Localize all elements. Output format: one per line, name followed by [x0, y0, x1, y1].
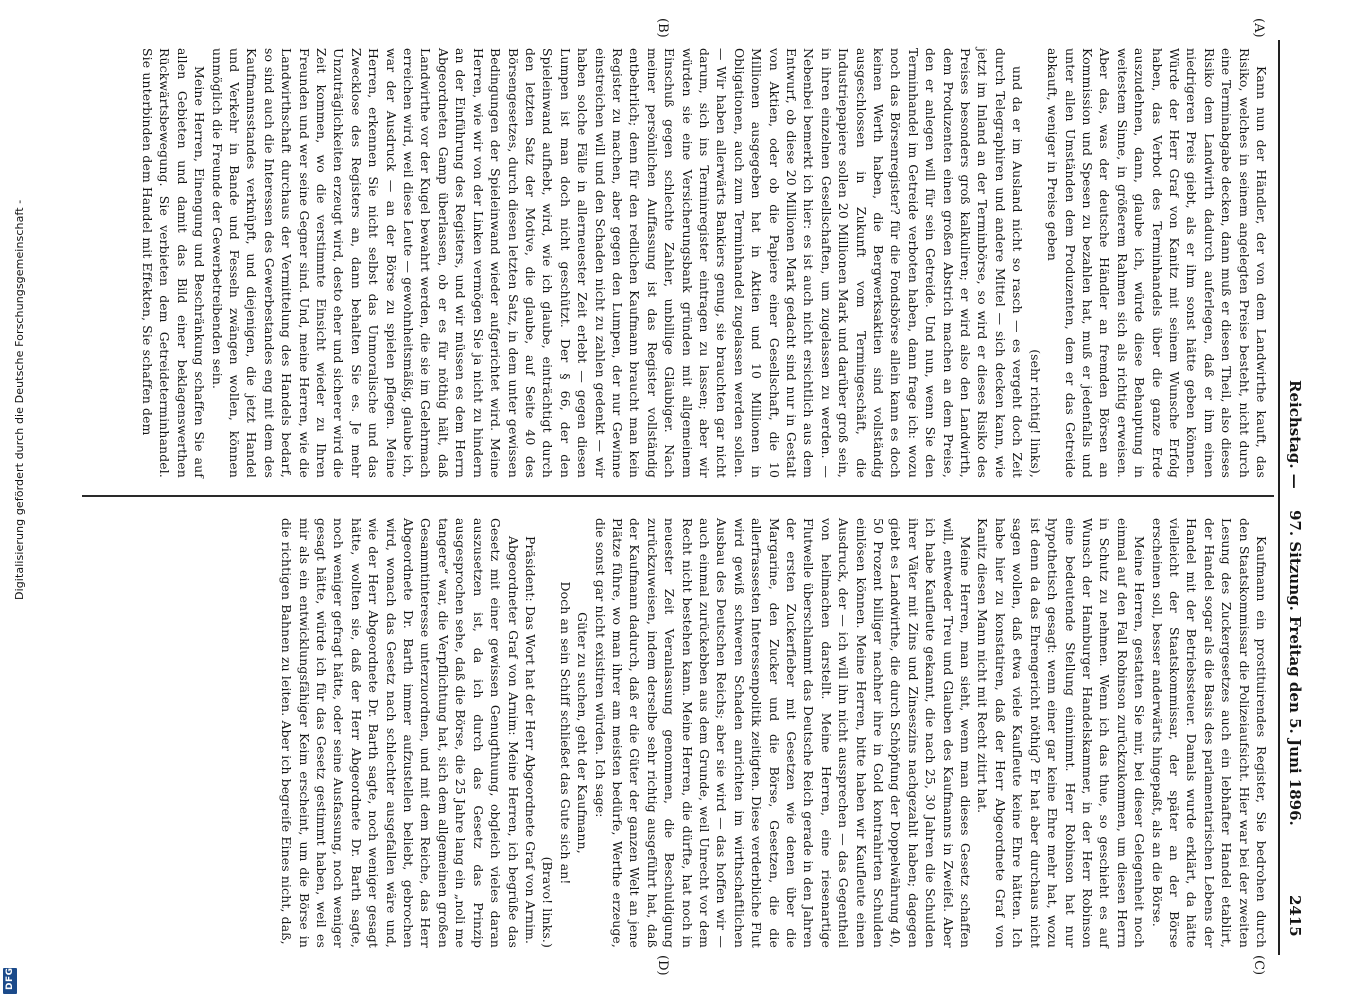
paragraph: Meine Herren, man sieht, wenn man dieses Gesetz schaffen will, entweder Treu und Glauben des Kaufmanns in Zweifel. Aber ich habe Kaufleute gekannt, die nach 25, 30 Jahren die Schulden ihrer Väter mit Zins und Zinseszins nachgezahlt haben; dagegen giebt es Landwirthe, die durch Schöpfung der Doppelwährung 40, 50 Prozent billiger nachher ihre in Gold kontrahirten Schulden einlösen können. Meine Herren, bitte haben wir Kaufleute einen Ausdruck, der — ich will ihn nicht aussprechen — das Gegentheil von heilmachen darstellt. Meine Herren, eine riesenartige Flutwelle überschlammt das Deutsche Reich gerade in den Jahren der ersten Zuckerfieber mit Gesetzen wie denen über die Margarine, den Zucker und die Börse, Gesetzen, die die allerfrassesten Interessenpolitik zeitigten. Diese verderbliche Flut wird gewiß schweren Schaden anrichten im wirthschaftlichen Ausbau des Deutschen Reichs; aber sie wird — das hoffen wir — auch einmal zurückebben aus dem Grunde, weil Unrecht vor dem Recht nicht bestehen kann. Meine Herren, die dürfte, hat noch in neuester Zeit Veranlassung genommen, die Beschuldigung zurückzuweisen, indem derselbe sehr richtig ausgeführt hat, daß der Kaufmann dadurch, daß er die Güter der ganzen Welt an jene Plätze führe, wo man ihrer am meisten bedürfe, Werthe erzeuge, die sonst gar nicht existiren würden. Ich sage: [592, 518, 974, 948]
paragraph: Meine Herren, gestatten Sie mir, bei dieser Gelegenheit noch einmal auf den Fall Robinson zurückzukommen, um diesen Herrn in Schutz zu nehmen. Wenn ich das thue, so geschieht es auf Wunsch der Hamburger Handelskammer, in der Herr Robinson eine bedeutende Stellung einnimmt. Herr Robinson hat nur hypothetisch gesagt: wenn einer gar keine Ehre mehr hat, wozu ist denn da das Ehrengericht nöthig? Er hat aber durchaus nicht sagen wollen, daß etwa viele Kaufleute keine Ehre hätten. Ich habe hier zu konstatiren, daß der Herr Abgeordnete Graf von Kanitz diesen Mann nicht mit Recht zitirt hat. [975, 518, 1148, 948]
header-title: 97. Sitzung. Freitag den 5. Juni 1896. [1286, 510, 1304, 826]
left-column [139, 48, 1270, 478]
column-divider [82, 495, 1274, 497]
paragraph: Kann nun der Händler, der von dem Landwirthe kauft, das Risiko, welches in seinem angelegten Preise besteht, nicht durch eine Terminabgabe decken, dann muß er diesen Theil, also dieses Risiko dem Landwirth dadurch auferlegen, daß er ihm einen niedrigeren Preis giebt, als er ihm sonst hätte geben können. Würde der Herr Graf von Kanitz mit seinem Wunsche Erfolg haben, das Verbot des Terminhandels über die ganze Erde auszudehnen, dann, glaube ich, würde diese Behauptung in weitestem Sinne, in größerem Rahmen sich als richtig erweisen. Aber das, was der deutsche Händler an fremden Börsen an Kommission und Spesen zu bezahlen hat, muß er jedenfalls und unter allen Umständen dem Produzenten, dem er das Getreide abkauft, weniger in Preise geben [1045, 48, 1269, 478]
speaker-paragraph: Präsident: Das Wort hat der Herr Abgeordnete Graf von Arnim. [522, 536, 538, 945]
interjection: (Bravo! links.) [540, 856, 556, 948]
right-column [278, 518, 1270, 948]
page-number: 2415 [1286, 895, 1304, 937]
verse-quote: Güter zu suchen, geht der Kaufmann, Doch an sein Schiff schließet das Gute sich an! [557, 581, 591, 885]
margin-marker-d: (D) [655, 955, 670, 976]
paragraph: Meine Herren, Einengung und Beschränkung schaffen Sie auf allen Gebieten und damit das Bild einer beklagenswerthen Rückwärtsbewegung. Sie verbieten dem Getreideterminhandel. Sie unterbinden dem Handel mit Effekten, Sie schaffen dem [140, 48, 208, 478]
digitization-note: Digitalisierung gefördert durch die Deutsche Forschungsgemeinschaft - [13, 199, 26, 600]
speaker-paragraph: Abgeordneter Graf von Arnim: Meine Herren, ich begrüße das Gesetz mit einer gewissen Genugthuung, obgleich vieles daran auszusetzen ist, da ich durch das Gesetz das Prinzip ausgesprochen sehe, daß die Börse, die 25 Jahre lang ein „noli me tangere“ war, die Verpflichtung hat, sich dem allgemeinen großen Gesammtinteresse unterzuordnen, und mit dem Reiche, das Herr Abgeordnete Dr. Barth immer aufzustellen beliebt, gebrochen wird, wonach das Gesetz nach schlechter ausgefallen wäre und, wie der Herr Abgeordnete Dr. Barth sagte, noch weniger gesagt hätte, wollten sie, daß der Herr Abgeordnete Dr. Barth sagte, noch weniger gefragt hätte, oder seine Ausfassung, noch weniger gesagt hätte, würde ich für das Gesetz gestimmt haben, weil es mir als ein entwicklungsfähiger Keim erscheint, um die Börse in die richtigen Bahnen zu leiten. Aber ich begreife Eines nicht, daß, [279, 518, 521, 948]
dfg-logo-text: DFG [5, 967, 15, 990]
page-header [1280, 40, 1310, 955]
margin-marker-c: (C) [1251, 955, 1266, 976]
header-left: Reichstag. — [1286, 380, 1304, 489]
paragraph: Kaufmann ein prostituirendes Register, Sie bedrohen durch den Staatskommissar die Polizeiaufsicht. Hier war bei der zweiten Lesung des Zuckergesetzes auch ein lebhafter Handel etablirt, der Handel sogar als die Basis des parlamentarischen Lebens der Handel mit der Betriebssteuer. Damals wurde erklärt, da hätte vielleicht der Staatskommissar, der später an der Börse erscheinen soll, besser anderwärts hingepaßt, als an die Börse. [1149, 518, 1269, 948]
interjection: (sehr richtig! links), [1027, 349, 1043, 478]
paragraph: und da er im Ausland nicht so rasch — es vergeht doch Zeit durch Telegraphiren und andere Mittel — sich decken kann, wie jetzt im Inland an der Terminbörse, so wird er dieses Risiko des Preises besonders groß kalkuliren; er wird also den Landwirth, dem Produzenten einen großen Abstrich machen an dem Preise, den er anlegen will für sein Getreide. Und nun, wenn Sie den Terminhandel im Getreide verboten haben, dann frage ich: wozu noch das Börsenregister? für die Fondsbörse allein kann es doch keinen Werth haben, die Bergwerksaktien sind vollständig ausgeschlossen in Zukunft vom Termingeschäft, die Industriepapiere sollen 20 Millionen Mark und darüber groß sein, in ihren einzelnen Gesellschaften, um zugelassen zu werden. — Nebenbei bemerkt ich hier: es ist auch nicht ersichtlich aus dem Entwurf, ob diese 20 Millionen Mark gedacht sind nur in Gestalt von Aktien, oder ob die Papiere einer Gesellschaft, die 10 Millionen ausgegeben hat in Aktien und 10 Millionen in Obligationen, auch zum Terminhandel zugelassen werden sollen. — Wir haben allerwärts Bankiers genug, sie brauchten gar nicht darum, sich ins Terminregister eintragen zu lassen; aber wir würden sie eine Versicherungsbank gründen mit allgemeinem Einschuß gegen schlechte Zahler, unbillige Gläubiger. Nach meiner persönlichen Auffassung ist das Register vollständig entbehrlich; denn für den redlichen Kaufmann braucht man kein Register zu machen, aber gegen den Lumpen, der nur Gewinne einstreichen will und den Schaden nicht zu zahlen gedenkt — wir haben solche Fälle in allerneuester Zeit erlebt — gegen diesen Lumpen ist man doch nicht geschützt. Der § 66, der den Spieleinwand aufhebt, wird, wie ich glaube, einträchtigt durch den letzten Satz der Motive, die glaube, auf Seite 40 des Börsengesetzes, durch diesen letzten Satz, in dem unter gewissen Bedingungen der Spieleinwand wieder aufgerichtet wird. Meine Herren, wie wir von der Linken vermögen Sie ja nicht zu hindern an der Einführung des Registers, und wir müssen es dem Herrn Abgeordneten Gamp überlassen, ob er es für nöthig hält, daß Landwirthe vor der Kugel bewahrt werden, die sie im Gelehrmach erreichen wird, weil diese Leute — gewohnheitsmäßig, glaube ich, war der Ausdruck — an der Börse zu spielen pflegen. Meine Herren, erkennen Sie nicht selbst das Unmoralische und das Zwecklose des Registers an, dann behalten Sie es. Je mehr Unzuträglichkeiten erzeugt wird, desto eher und sicherer wird die Zeit kommen, wo die verstimmte Einsicht wieder zu Ihren Freunden und wer seine Gegner sind. Und, meine Herren, wie die Landwirthschaft durchaus der Vermittelung des Handels bedarf, so sind auch die Interessen des Gewerbestandes eng mit dem des Kaufmannsstandes verknüpft, und diejenigen, die jetzt Handel und Verkehr in Bande und Fesseln zwängen wollen, können unmöglich die Freunde der Gewerbetreibenden sein. [209, 48, 1026, 478]
newspaper-page [70, 18, 1310, 976]
header-rule [1278, 40, 1280, 955]
margin-marker-b: (B) [655, 18, 670, 38]
margin-marker-a: (A) [1251, 18, 1266, 38]
